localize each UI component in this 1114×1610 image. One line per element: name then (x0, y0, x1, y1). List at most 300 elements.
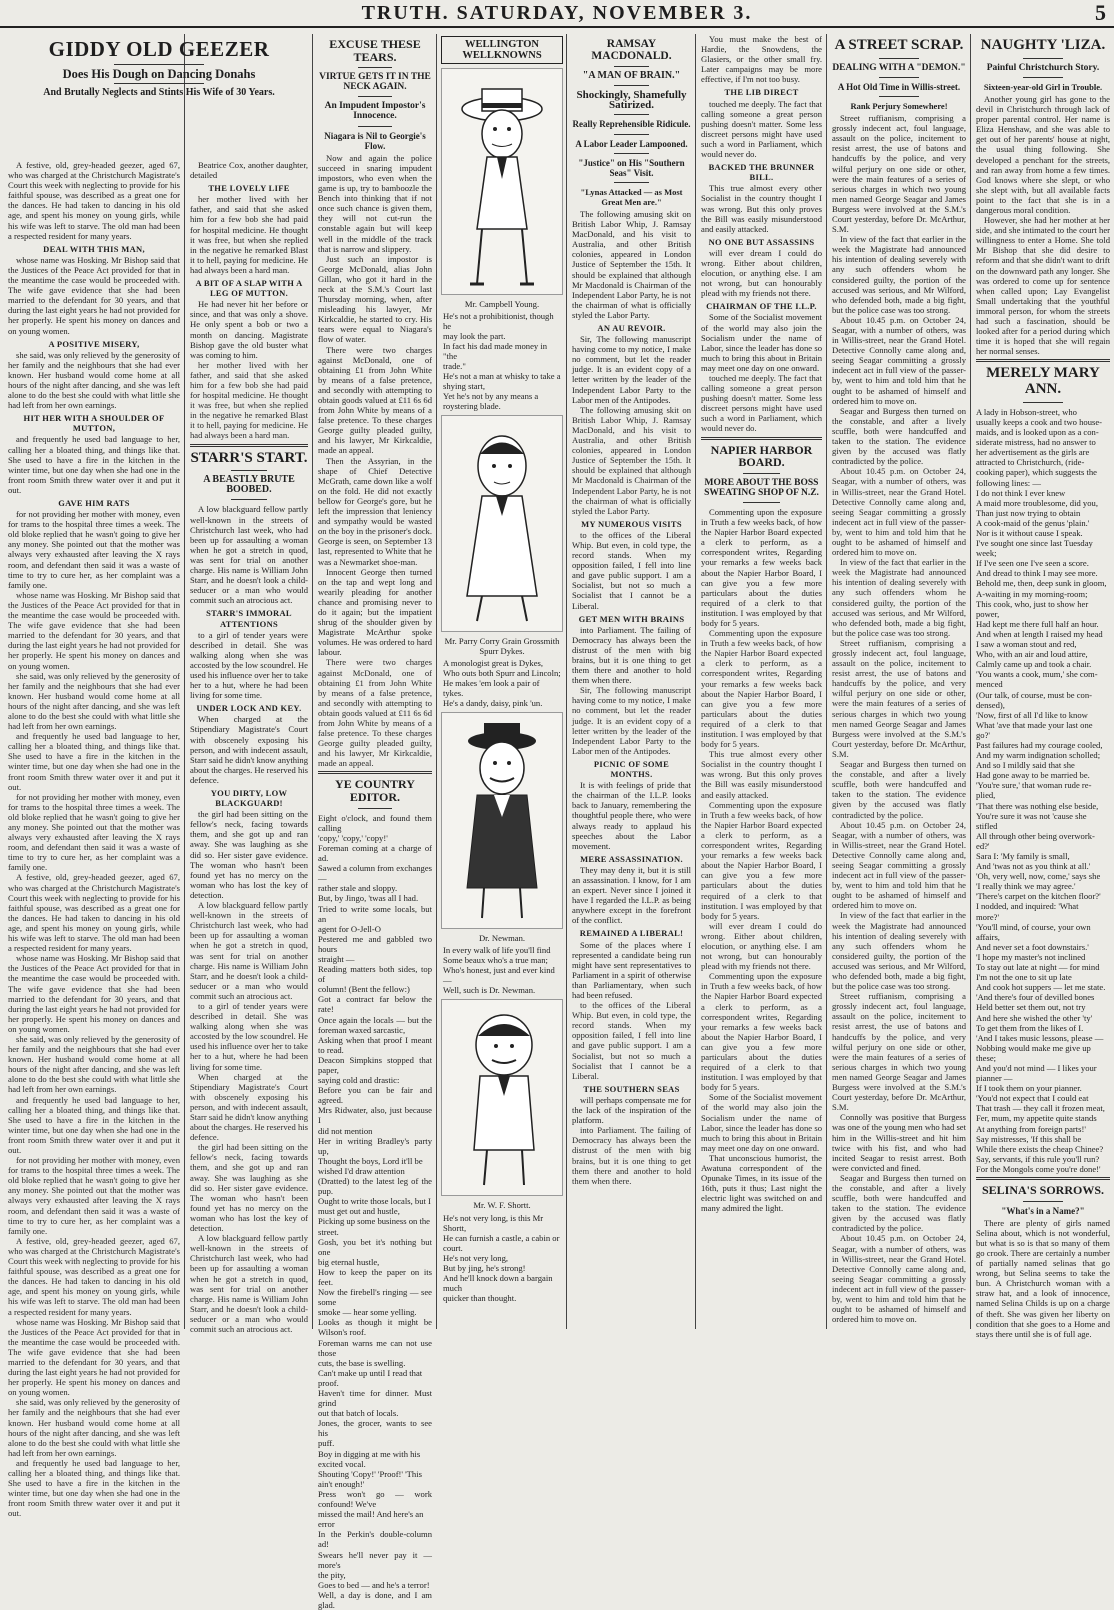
deck-labor-leader: A Labor Leader Lampooned. (575, 138, 688, 149)
subdeck-satirized: Shockingly, Shamefully Satirized. (576, 89, 687, 112)
divider (1023, 402, 1063, 403)
verse-line: And here she wished the other 'ty' (976, 1012, 1093, 1023)
verse-wf-shortt (441, 1213, 563, 1303)
paragraph: touched me deeply. The fact that calling someone a great person pushing doesn't matter. Some less discreet persons might have used such a word in Parliament, which would never do. (701, 373, 822, 434)
paragraph: will ever dream I could do wrong. Either about children, elocution, or anything else. I am not wrong, but can honourably plead with my friends not there. (701, 247, 822, 299)
verse-line: Sara I: 'My family is small, (976, 851, 1070, 861)
divider (358, 808, 392, 809)
verse-line: Than just now trying to obtain (976, 507, 1081, 518)
verse-line: While there exists the cheap Chinee? (976, 1143, 1104, 1154)
verse-line: Can't make up until I read that (318, 1367, 423, 1378)
paragraph: for not providing her mother with money, even for trams to the hospital three times a week. The old bloke replied that he wasn't going to give her any money. She pointed out that the mother was always very exhausted after leaving the X rays room, and defendant then said it was a waste of time to try to cure her, as her complaint was a family one. (8, 791, 180, 873)
verse-line: 'Now, first of all I'd like to know (976, 709, 1088, 720)
column-rule (970, 34, 971, 1329)
headline-selinas-sorrows: SELINA'S SORROWS. (981, 1183, 1105, 1197)
subhead-immoral-attentions: STARR'S IMMORAL ATTENTIONS (206, 608, 292, 629)
verse-line: If I took them on your pianner. (976, 1083, 1082, 1094)
verse-line: Picking up some business on the (318, 1216, 430, 1227)
paragraph: However, she had her mother at her side, and she intimated to the court her willingness to enter a Home. She told Mr Bishop that she did desire to reform and that she didn't want to drift on the downward path any longer. She was ordered to come up for sentence when called upon; Lay Evangelist Small undertaking that the youthful immoral person, for whom the streets had such a fascination, should be looked after for a period during which time it is hoped that she will regain her normal senses. (976, 215, 1110, 357)
headline-napier-harbor: NAPIER HARBOR BOARD. (710, 442, 813, 470)
verse-line: Behold me, then, deep sunk in gloom, (976, 578, 1107, 589)
paragraph: A festive, old, grey-headed geezer, aged 67, who was charged at the Christchurch Magistrate's Court this week with neglecting to provide for his faithful spouse, was described as a great one for the dances. He had taken to dancing in his old age, and spent his money on young girls, while his wife was left to starve. The old man had been a respected resident for many years. (8, 1235, 180, 1317)
verse-dr-newman (441, 945, 563, 995)
verse-line: To stay out late at night — for mind (976, 962, 1100, 973)
verse-line: For the Mongols come you're done!' (976, 1163, 1101, 1174)
paragraph: About 10.45 p.m. on October 24, Seagar, with a number of others, was in Willis-street, near the Grand Hotel. Detective Connolly came along and, seeing Seagar committing a grossly indecent act in full view of the passer-by, went to him and told him that he ought to be ashamed of himself and ordered him to move on. (832, 466, 966, 558)
deck-sweating-shop: MORE ABOUT THE BOSS SWEATING SHOP OF N.Z. (704, 477, 819, 498)
column-8 (972, 34, 1114, 1339)
verse-line: ain't enough!' (318, 1478, 365, 1489)
verse-line: If I've seen one I've seen a score. (976, 558, 1089, 569)
verse-line: He can furnish a castle, a cabin or (443, 1232, 560, 1243)
paragraph: her mother lived with her father, and said that she asked him for a few bob she had paid for hospital medicine. He thought it was free, but when she replied in the negative he remarked Blast it to hell, paying for medicine. He had always been a hard man. (190, 359, 308, 441)
divider (879, 77, 919, 78)
verse-line: 'And I takes music lessons, please — (976, 1032, 1104, 1043)
verse-line: 'I really think we may agree.' (976, 881, 1076, 892)
verse-line: He makes 'em look a pair of tykes. (443, 678, 540, 699)
masthead-title: TRUTH. SATURDAY, NOVEMBER 3. (361, 2, 753, 24)
verse-line: court. (443, 1242, 463, 1253)
verse-line: saying cold and drastic: (318, 1075, 400, 1086)
column-rule (566, 34, 567, 1329)
column-rule (312, 34, 313, 1329)
verse-line: And cook hot suppers — let me state. (976, 982, 1106, 993)
headline-naughty-liza: NAUGHTY 'LIZA. (980, 37, 1106, 53)
verse-line: Tried to write some locals, but an (318, 903, 432, 924)
paragraph: Then the Assyrian, in the shape of Chief Detective McGrath, came down like a wolf on the fold. He did not exactly bellow for George's gore, but he left the impression that leniency and sympathy would be wasted on the boy in the prisoner's dock. George is seen, on September 13 last, represented to White that he was a Newmarket shoe-man. (318, 455, 432, 567)
subhead-men-with-brains: GET MEN WITH BRAINS (578, 613, 685, 624)
verse-line: agent for O-Jell-O (318, 923, 381, 934)
paragraph: to the offices of the Liberal Whip. But even, in cold type, the record stands. When my opposition failed, I fell into line and gave public support. I am a Socialist, but not so much a Socialist that I cannot be a Liberal. (572, 529, 691, 611)
verse-line: A maid more troublesome, did you, (976, 497, 1098, 508)
verse-line: I do not think I ever knew (976, 487, 1066, 498)
verse-line: Who outs both Spurr and Lincoln; (443, 668, 561, 679)
deck-niagara: Niagara is Nil to Georgie's Flow. (324, 130, 426, 151)
paragraph: into Parliament. The failing of Democracy has always been the distrust of the men with big brains, but it is one thing to get them there and another to hold them when there. (572, 624, 691, 686)
verse-line: (Dratted) to the latest leg of the pup. (318, 1176, 432, 1197)
subhead-lovely-life: THE LOVELY LIFE (208, 183, 290, 194)
paragraph: There were two charges against McDonald, one of obtaining £1 from John White by means of a false pretence, and secondly with attempting to obtain goods valued at £11 6s 6d from John White by means of a false pretence. To these charges George guilty pleaded guilty, and his lawyer, Mr Kirkcaldie, made an appeal. (318, 657, 432, 769)
divider (1023, 58, 1063, 59)
verse-line: I've sought one since last Tuesday (976, 538, 1093, 549)
verse-line: Held better set them out, not try (976, 1002, 1086, 1013)
verse-line: And dread to think I may see more. (976, 568, 1098, 579)
paragraph: A low blackguard fellow partly well-known in the streets of Christchurch last week, who had been up for assaulting a woman when he got a stretch in quod, was sent for trial on another charge. His name is William John Starr, and he doesn't look a child-seducer or a man who would commit such an atrocious act. (190, 900, 308, 1001)
verse-line: And so I mildly said that she (976, 760, 1075, 771)
verse-line: Looks as though it might be Wilson's roof. (318, 1317, 432, 1338)
paragraph: and frequently he used bad language to her, calling her a bloated thing, and things like that. She used to have a fire in the kitchen in the winter time, but one day when she had one in the front room Smith threw water over it and put it out. (8, 731, 180, 792)
verse-line: Her in writing Bradley's party up, (318, 1135, 432, 1156)
verse-parry-dykes (441, 658, 563, 708)
verse-line: menced (976, 679, 1003, 690)
verse-line: In the Perkin's double-column ad! (318, 1529, 432, 1550)
paragraph: Commenting upon the exposure in Truth a few weeks back, of how the Napier Harbor Board expected a clerk to perform, as a correspondent writes, Regarding your remarks a few weeks back about the Napier Harbor Board, I can give you a few more particulars about the duties required of a clerk to that institution. I was employed by that body for 5 years. (701, 628, 822, 750)
verse-line: Nor is it without cause I speak. (976, 528, 1083, 538)
subhead-brunner-bill: BACKED THE BRUNNER BILL. (708, 162, 815, 183)
verse-line: He's not a prohibitionist, though he (443, 311, 554, 332)
divider (743, 473, 779, 474)
paragraph: Seagar and Burgess then turned on the constable, and after a lively scuffle, both were handcuffed and taken to the station. The evidence given by the accused was flatly contradicted by the police. (832, 405, 966, 467)
verse-line: Past failures had my courage cooled, (976, 739, 1103, 750)
paragraph: will perhaps compensate me for the lack of the inspiration of the platform. (572, 1094, 691, 1126)
subhead-positive-misery: A POSITIVE MISERY, (48, 338, 140, 349)
verse-line: following lines: — (976, 477, 1041, 488)
verse-line: Some beaux who's a true man; (443, 955, 548, 966)
paragraph: This true almost every other Socialist in the country thought I was wrong. But this only proves the Bill was easily misunderstood and easily attacked. (701, 749, 822, 800)
verse-line: pianner — (976, 1073, 1013, 1084)
column-rule (695, 34, 696, 1329)
verse-line: Had kept me there full half an hour. (976, 618, 1099, 629)
verse-line: affairs, (976, 931, 1000, 942)
paragraph: Sir, The following manuscript having come to my notice, I make no comment, but let the reader judge. It is an evident copy of a letter written by the leader of the Independent Labor Party to the Labor men of the Antipodes. (572, 334, 691, 405)
caricature-parry-dykes (441, 415, 563, 632)
verse-line: Foreman coming at a charge of ad. (318, 842, 432, 864)
divider (231, 470, 266, 471)
divider (614, 114, 650, 115)
verse-line: 'copy,' 'copy,' 'copy!' (318, 832, 388, 843)
verse-line: proof. (318, 1377, 339, 1388)
verse-line: And my warm indignation scholled; (976, 750, 1101, 761)
divider (190, 444, 308, 447)
divider (976, 359, 1110, 362)
verse-line: I nodded, and inquired: 'What (976, 901, 1079, 912)
deck-virtue: VIRTUE GETS IT IN THE NECK AGAIN. (319, 72, 431, 93)
paragraph: to a girl of tender years were described in detail. She was walking along when she was accosted by the low scoundrel. He used his influence over her to take her to a hut, where he had been living for some time. (190, 1000, 308, 1072)
verse-line: 'And there's four of devilled bones (976, 992, 1095, 1003)
verse-line: (Our talk, of course, must be con- (976, 689, 1092, 700)
paragraph: to a girl of tender years were described in detail. She was walking along when she was accosted by the low scoundrel. He used his influence over her to take her to a hut, where he had been living for some time. (190, 629, 308, 701)
paragraph: Street ruffianism, comprising a grossly indecent act, foul language, assault on the police, incitement to resist arrest, the use of batons and handcuffs by the police, and very wilful perjury on one side or other, were the main features of a series of serious charges in which two young men named George Seagar and James Burgess were involved at the S.M.'s Court yesterday, before Dr. McArthur, S.M. (832, 637, 966, 759)
paragraph: whose name was Hosking. Mr Bishop said that the Justices of the Peace Act provided for that in the meantime the case would be proceeded with. The wife gave evidence that she had been married to the defendant for 30 years, and that during the last eight years he had not provided for her properly. He spent his money on dances and on young women. (8, 254, 180, 336)
paragraph: whose name was Hosking. Mr Bishop said that the Justices of the Peace Act provided for that in the meantime the case would be proceeded with. The wife gave evidence that she had been married to the defendant for 30 years, and that during the last eight years he had not provided for her properly. He spent his money on dances and on young women. (8, 953, 180, 1034)
caricature-campbell-young (441, 68, 563, 295)
verse-line: I saw a woman stout and red, (976, 639, 1077, 650)
paragraph: They may deny it, but it is still an assassination. I know, for I am an expert. Never since I joined it have I regarded the I.L.P. as being anywhere except in the forefront of the conflict. (572, 864, 691, 926)
verse-line: He's not very long, is this Mr Shortt, (443, 1212, 544, 1233)
deck-dancing-donahs: Does His Dough on Dancing Donahs (62, 67, 256, 82)
paragraph: Connolly was positive that Burgess was one of the young men who had set him in the Willis-street and hit him twice with his fist, and who had incited Seagar to resist arrest. Both were convicted and fined. (832, 1112, 966, 1173)
paragraph: Just such an impostor is George McDonald, alias John Gillan, who got it hard in the neck at the S.M.'s Court last Thursday morning, when, after misleading his lawyer, Mr Kirkcaldie, he started to cry. His tears were equal to Niagara's flow of water. (318, 253, 432, 345)
column-rule (826, 34, 827, 1329)
verse-line: week; (976, 548, 997, 559)
paragraph: whose name was Hosking. Mr Bishop said that the Justices of the Peace Act provided for that in the meantime the case would be proceeded with. The wife gave evidence that she had been married to the defendant for 30 years, and that during the last eight years he had not provided for her properly. He spent his money on dances and on young women. (8, 589, 180, 671)
subdeck-sixteen-year-old: Sixteen-year-old Girl in Trouble. (983, 81, 1103, 92)
verse-line: wished I'd draw attention (318, 1165, 405, 1176)
caption-wf-shortt: Mr. W. F. Shortt. (473, 1200, 531, 1211)
paragraph: Now and again the police succeed in snaring impudent impostors, who even when the game is up, try to bamboozle the Bench into thinking that if not once such chance is given them, they will not cut-run the constable again but will keep well in the middle of the track that is narrow and slippery. (318, 152, 432, 254)
paragraph: for not providing her mother with money, even for trams to the hospital three times a week. The old bloke replied that he wasn't going to give her any money. She pointed out that the mother was always very exhausted after leaving the X rays room, and defendant then said it was a waste of time to try to cure her, as her complaint was a family one. (8, 509, 180, 590)
paragraph: the girl had been sitting on the fellow's neck, facing towards them, and she got up and ran away. She was laughing as she did so. Her sister gave evidence. The woman who hasn't been found yet has no mercy on the woman who has lost the key of detection. (190, 809, 308, 900)
paragraph: will ever dream I could do wrong. Either about children, elocution, or anything else. I am not wrong, but can honourably plead with my friends not there. (701, 920, 822, 972)
caption-dr-newman: Dr. Newman. (478, 933, 526, 944)
verse-line: cuts, the base is swelling. (318, 1357, 406, 1368)
paragraph: the girl had been sitting on the fellow's neck, facing towards them, and she got up and ran away. She was laughing as she did so. Her sister gave evidence. The woman who hasn't been found yet has no mercy on the woman who has lost the key of detection. (190, 1142, 308, 1234)
verse-line: Boy in digging at me with his (318, 1448, 421, 1459)
headline-ramsay-macdonald: RAMSAY MACDONALD. (591, 38, 672, 63)
paragraph: Some of the places where I represented a candidate being run might have sent representatives to Parliament in a spirit of otherwise than Parliamentary, when such had been refused. (572, 939, 691, 1000)
verse-line: Shouting 'Copy!' 'Proof!' 'This (318, 1468, 422, 1479)
verse-line: roystering blade. (443, 401, 501, 412)
divider (976, 1177, 1110, 1180)
divider (879, 58, 919, 59)
paragraph: Beatrice Cox, another daughter, detailed (190, 160, 308, 181)
paragraph: whose name was Hosking. Mr Bishop said that the Justices of the Peace Act provided for that in the meantime the case would be proceeded with. The wife gave evidence that she had been married to the defendant for 30 years, and that during the last eight years he had not provided for her properly. He spent his money on dances and on young women. (8, 1316, 180, 1398)
headline-excuse-these-tears: EXCUSE THESE TEARS. (329, 37, 421, 64)
paragraph: About 10.45 p.m. on October 24, Seagar, with a number of others, was in Willis-street, near the Grand Hotel. Detective Connolly came along and, seeing Seagar committing a grossly indecent act in full view of the passer-by, went to him and told him that he ought to be ashamed of himself and ordered him to move on. (832, 819, 966, 911)
verse-line: Asking when that proof I meant to read. (318, 1034, 432, 1055)
verse-line: power, (976, 608, 1000, 619)
divider (879, 96, 919, 97)
paragraph: A low blackguard fellow partly well-known in the streets of Christchurch last week, who had been up for assaulting a woman when he got a stretch in quod, was sent for trial on another charge. His name is William John Starr, and he doesn't look a child-seducer or a man who would commit such an atrocious act. (190, 1233, 308, 1334)
verse-line: A-waiting in my morning-room; (976, 588, 1088, 599)
paragraph: About 10.45 p.m. on October 24, Seagar, with a number of others, was in Willis-street, near the Grand Hotel. Detective Connolly came along and, seeing Seagar committing a grossly indecent act in full view of the passer-by, went to him and told him that he ought to be ashamed of himself and ordered him to move on. (832, 314, 966, 406)
divider (358, 67, 392, 68)
verse-line: column! (Bent the fellow:) (318, 984, 410, 995)
verse-line: Say, servants, if this rule you'll run? (976, 1153, 1100, 1164)
subhead-assassination: MERE ASSASSINATION. (580, 853, 683, 864)
subhead-gave-him-rats: GAVE HIM RATS (58, 498, 130, 508)
deck-christchurch-story: Painful Christchurch Story. (986, 62, 1100, 73)
verse-line: Got a contract far below the rate! (318, 994, 432, 1015)
paragraph: The following amusing skit on British Labor Whip, J. Ramsay MacDonald, and his visit to Australia, and other British colonies, appeared in London Justice of September the 15th. It should be explained that although Mr Macdonald is Chairman of the Independent Labor Party, he is not the chairman of what is officially styled the Labor Party. (572, 404, 691, 516)
headline-starrs-start: STARR'S START. (190, 449, 308, 466)
divider (358, 126, 392, 127)
verse-line: Mrs Ridwater, also, just because I (318, 1105, 432, 1126)
verse-line: I'm not the one to sit up late (976, 972, 1072, 983)
subhead-leg-of-mutton: A BIT OF A SLAP WITH A LEG OF MUTTON. (195, 278, 303, 299)
verse-line: Pestered me and gabbled two hours (318, 933, 432, 954)
verse-line: rather stale and sloppy. (318, 883, 398, 894)
subhead-deal-with-this-man: DEAL WITH THIS MAN, (43, 243, 145, 254)
verse-line: In fact his dad made money in "the (443, 341, 548, 362)
verse-line: shying start, (443, 381, 486, 392)
verse-line: Reading matters both sides, top of (318, 964, 432, 985)
verse-line: And he'll knock down a bargain much (443, 1272, 553, 1293)
verse-line: He's not very long, (443, 1252, 509, 1263)
paragraph: Seagar and Burgess then turned on the constable, and after a lively scuffle, both were handcuffed and taken to the station. The evidence given by the accused was flatly contradicted by the police. (832, 1172, 966, 1234)
column-1 (4, 160, 184, 1519)
verse-line: Say mistresses, 'If this shall be (976, 1133, 1082, 1144)
verse-line: 'You'd not expect that I could eat (976, 1093, 1089, 1104)
verse-line: 'There's carpet on the kitchen floor?' (976, 891, 1101, 902)
paragraph: and frequently he used bad language to her, calling her a bloated thing, and things like that. She used to have a fire in the kitchen in the winter time, but one day when she had one in the front room Smith threw water over it and put it out. (8, 434, 180, 495)
headline-merely-mary-ann: MERELY MARY ANN. (986, 365, 1100, 398)
subhead-assassins: NO ONE BUT ASSASSINS (708, 236, 815, 247)
verse-line: Jones, the grocer, wants to see his (318, 1418, 432, 1439)
paragraph: and frequently he used bad language to her, calling her a bloated thing, and things like that. She used to have a fire in the kitchen in the winter time, but one day when she had one in the front room Smith threw water over it and put it out. (8, 1457, 180, 1519)
verse-line: And 'twas not as you think at all.' (976, 861, 1091, 872)
paragraph: The following amusing skit on British Labor Whip, J. Ramsay MacDonald, and his visit to Australia, and other British colonies, appeared in London Justice of September the 15th. It should be explained that although Mr Macdonald is Chairman of the Independent Labor Party, he is not the chairman of what is officially styled the Labor Party. (572, 208, 691, 320)
verse-line: At anything from foreign parts!' (976, 1123, 1086, 1134)
verse-line: Press won't go — work confound! We've (318, 1488, 432, 1510)
paragraph: Some of the Socialist movement of the world may also join the Socialism under the name of Labor, since the leader has done so much to bring this about in Britain may meet one day on one onward. (701, 1092, 822, 1153)
headline-wellington-wellknowns: WELLINGTON WELLKNOWNS (441, 36, 563, 64)
column-3 (314, 34, 436, 1610)
column-7 (828, 34, 970, 1329)
verse-line: maids, and is looked upon as a con- (976, 427, 1099, 438)
verse-line: excited vocal. (318, 1458, 366, 1469)
paragraph: You must make the best of Hardie, the Snowdens, the Glasiers, or the other small fry. Later campaigns may be more effective, if I'm not too busy. (701, 34, 822, 85)
verse-line: And never set a foot downstairs.' (976, 941, 1089, 952)
deck-lynas: "Lynas Attacked — as Most Great Men are." (580, 186, 683, 207)
verse-line: attracted to Christchurch, (ride- (976, 457, 1085, 468)
verse-line: And you'd not mind — I likes your (976, 1062, 1097, 1073)
verse-line: Calmly came up and took a chair. (976, 659, 1092, 670)
paragraph: she said, was only relieved by the generosity of her family and the neighbours that she had ever known. Her husband would come home at all hours of the night after dancing, and she was left alone to do the best she could with what little she had left from her own earnings. (8, 670, 180, 732)
verse-line: Deacon Simpkins stopped that paper, (318, 1054, 432, 1075)
verse-line: ed?' (976, 840, 990, 851)
paragraph: Commenting upon the exposure in Truth a few weeks back, of how the Napier Harbor Board expected a clerk to perform, as a correspondent writes, Regarding your remarks a few weeks back about the Napier Harbor Board, I can give you a few more particulars about the duties required of a clerk to that institution. I was employed by that body for 5 years. (701, 971, 822, 1093)
divider (1023, 1201, 1063, 1202)
paragraph: About 10.45 p.m. on October 24, Seagar, with a number of others, was in Willis-street, near the Grand Hotel. Detective Connolly came along and, seeing Seagar committing a grossly indecent act in full view of the passer-by, went to him and told him that he ought to be ashamed of himself and ordered him to move on. (832, 1233, 966, 1325)
paragraph: she said, was only relieved by the generosity of her family and the neighbours that she had ever known. Her husband would come home at all hours of the night after dancing, and she was left alone to do the best she could with what little she had left from her own earnings. (8, 349, 180, 411)
verse-line: smoke — hear some yelling. (318, 1307, 417, 1318)
column-5 (568, 34, 695, 1329)
deck-demon: DEALING WITH A "DEMON." (832, 62, 966, 73)
paragraph: Sir, The following manuscript having come to my notice, I make no comment, but let the reader judge. It is an evident copy of a letter written by the leader of the Independent Labor Party to the Labor men of the Antipodes. (572, 685, 691, 756)
column-rule (436, 34, 437, 1329)
subhead-southern-seas: THE SOUTHERN SEAS (583, 1083, 680, 1094)
headline-country-editor: YE COUNTRY EDITOR. (335, 777, 415, 805)
divider (114, 83, 205, 84)
verse-line: Goes to bed — and he's a terror! (318, 1579, 430, 1590)
verse-line: quicker than thought. (443, 1292, 517, 1303)
subhead-numerous-visits: MY NUMEROUS VISITS (581, 518, 682, 529)
verse-line: Ought to write those locals, but I (318, 1196, 431, 1207)
column-rule (184, 34, 185, 1329)
verse-line: 'That there was nothing else beside, (976, 800, 1099, 811)
verse-line: In every walk of life you'll find (443, 945, 551, 956)
paragraph: for not providing her mother with money, even for trams to the hospital three times a week. The old bloke replied that he wasn't going to give her any money. She pointed out that the mother was always very exhausted after leaving the X rays room, and defendant then said it was a waste of time to try to cure her, as her complaint was a family one. (8, 1155, 180, 1236)
verse-line: But, by Jingo, 'twas all I had. (318, 893, 419, 904)
subdeck-neglects-wife: And Brutally Neglects and Stints His Wife of 30 Years. (43, 87, 275, 99)
verse-line: stifled (976, 820, 998, 831)
verse-line: missed the mail! And here's an (318, 1509, 424, 1520)
verse-line: siderate mistress, had no answer to (976, 437, 1096, 448)
divider (114, 64, 205, 65)
paragraph: When charged at the Stipendiary Magistrate's Court with obscenely exposing his person, and with indecent assault, Starr said he didn't know anything about the charges. He reserved his defence. (190, 714, 308, 785)
verse-line: 'I hope my master's not inclined (976, 951, 1086, 962)
caricature-wf-shortt (441, 999, 563, 1196)
deck-justice: "Justice" on His "Southern Seas" Visit. (578, 157, 685, 178)
verse-line: How to keep the paper on its feet. (318, 1266, 432, 1287)
paragraph: Another young girl has gone to the devil in Christchurch through lack of proper parental control. Her name is Eliza Henshaw, and she was able to get out of her parents' house at night, the usual thing following. She developed a penchant for the streets, and ran away from home a few times. God knows where she slept, or who she slept with, but all available facts point to the fact that she is in a dangerous moral condition. (976, 93, 1110, 215)
paragraph: In view of the fact that earlier in the week the Magistrate had announced his intention of dealing severely with any such offenders whom he considered guilty, the portion of the accused was serious, and Mr Wilford, who defended both, made a big fight, but the police case was too strong. (832, 910, 966, 992)
caricature-dr-newman (441, 712, 563, 929)
paragraph: Commenting upon the exposure in Truth a few weeks back, of how the Napier Harbor Board expected a clerk to perform, as a correspondent writes, Regarding your remarks a few weeks back about the Napier Harbor Board, I can give you a few more particulars about the duties required of a clerk to that institution. I was employed by that body for 5 years. (701, 799, 822, 921)
verse-line: trade." (443, 361, 466, 372)
verse-line: A cook-maid of the genus 'plain.' (976, 517, 1090, 528)
verse-line: A lady in Hobson-street, who (976, 406, 1077, 417)
verse-line: A monologist great is Dykes, (443, 658, 544, 669)
divider (614, 85, 650, 86)
subhead-picnic: PICNIC OF SOME MONTHS. (593, 758, 670, 780)
subdeck-impostor: An Impudent Impostor's Innocence. (324, 101, 426, 122)
verse-line: did not mention (318, 1125, 373, 1136)
caption-campbell-young: Mr. Campbell Young. (464, 299, 540, 310)
verse-line: Nobbing would make me give up (976, 1042, 1091, 1053)
headline-street-scrap: A STREET SCRAP. (834, 37, 964, 53)
verse-line: street. (318, 1226, 339, 1237)
divider (358, 96, 392, 97)
divider (743, 502, 779, 503)
column-2 (186, 160, 312, 1334)
verse-line: Who's honest, just and ever kind — (443, 965, 555, 986)
deck-beastly-brute: A BEASTLY BRUTE BOOBED. (203, 474, 295, 496)
divider (231, 499, 266, 500)
divider (318, 771, 432, 774)
verse-line: You're sure it was not 'cause she (976, 810, 1087, 821)
verse-line: Eight o'clock, and found them calling (318, 812, 432, 833)
verse-line: Haven't time for dinner. Must grind (318, 1388, 432, 1409)
verse-line: And when at length I raised my head (976, 628, 1103, 639)
paragraph: This true almost every other Socialist in the country thought I was wrong. But this only proves the Bill was easily misunderstood and easily attacked. (701, 183, 822, 234)
poem-mary-ann (976, 407, 1110, 1174)
paragraph: A low blackguard fellow partly well-known in the streets of Christchurch last week, who had been up for assaulting a woman when he got a stretch in quod, was sent for trial on another charge. His name is William John Starr, and he doesn't look a child-seducer or a man who would commit such an atrocious act. (190, 504, 308, 606)
paragraph: into Parliament. The failing of Democracy has always been the distrust of the men with big brains, but it is one thing to get them there and another to hold them when there. (572, 1125, 691, 1186)
verse-line: 'Oh, very well, now, come,' says she (976, 871, 1101, 882)
paragraph: Commenting upon the exposure in Truth a few weeks back, of how the Napier Harbor Board expected a clerk to perform, as a correspondent writes, Regarding your remarks a few weeks back about the Napier Harbor Board, I can give you a few more particulars about the duties required of a clerk to that institution. I was employed by that body for 5 years. (701, 506, 822, 628)
paragraph: her mother lived with her father, and said that she asked him for a few bob she had paid for hospital medicine. He thought it was free, but when she replied in the negative he remarked Blast it to hell, paying for medicine. He had always been a hard man. (190, 194, 308, 275)
deck-man-of-brain: "A MAN OF BRAIN." (582, 70, 681, 82)
paragraph: Street ruffianism, comprising a grossly indecent act, foul language, assault on the police, incitement to resist arrest, the use of batons and handcuffs by the police, and very wilful perjury on one side or other, were the main features of a series of serious charges in which two young men named George Seagar and James Burgess were involved at the S.M.'s Court yesterday, before Dr. McArthur, S.M. (832, 991, 966, 1113)
verse-line: He's not a man at whisky to take a (443, 371, 561, 382)
verse-line: Sawed a column from exchanges — (318, 863, 432, 884)
paragraph: and frequently he used bad language to her, calling her a bloated thing, and things like that. She used to have a fire in the kitchen in the winter time, but one day when she had one in the front room Smith threw water over it and put it out. (8, 1094, 180, 1155)
paragraph: Innocent George then turned on the tap and wept long and wearily pleading for another chance and promising never to do it again; but the impatient shrug of the shoulder given by Magistrate McArthur spoke volumes. He was ordered to hard labour. (318, 566, 432, 658)
paragraph: There are plenty of girls named Selina about, which is not wonderful, but what is so is that so many of them go crook. There are certainly a number of partially named selinas that go wrong, but Selina seems to take the bun. A Christchurch woman with a straw hat, and a look of innocence, named Selina Childs is up on a charge of theft. She was given her liberty on condition that she goes to a Home and stays there until she is of full age. (976, 1217, 1110, 1339)
deck-ridicule: Really Reprehensible Ridicule. (572, 119, 691, 130)
verse-line: 'You'll mind, of course, your own (976, 921, 1091, 932)
verse-line: Had gone away to be married be. (976, 770, 1090, 781)
paragraph: she said, was only relieved by the generosity of her family and the neighbours that she had ever known. Her husband would come home at all hours of the night after dancing, and she was left alone to do the best she could with what little she had left from her own earnings. (8, 1397, 180, 1458)
verse-line: All through other being overwork- (976, 830, 1095, 841)
verse-line: cooking paper), which suggests the (976, 467, 1098, 478)
paragraph: In view of the fact that earlier in the week the Magistrate had announced his intention of dealing severely with any such offenders whom he considered guilty, the portion of the accused was serious, and Mr Wilford, who defended both, made a big fight, but the police case was too strong. (832, 557, 966, 638)
subdeck-willis-street: A Hot Old Time in Willis-street. (837, 81, 961, 92)
verse-line: But by jing, he's strong! (443, 1262, 526, 1273)
verse-line: these; (976, 1052, 997, 1063)
verse-line: may look the part. (443, 331, 506, 342)
lead-paragraph: A festive, old, grey-headed geezer, aged 67, who was charged at the Christchurch Magistrate's Court this week with neglecting to provide for his faithful spouse, was described as a great one for the dances. He had taken to dancing in his old age, and spent his money on young girls, while his wife was left to starve. The old man had been a respected resident for many years. (8, 160, 180, 241)
subhead-au-revoir: AN AU REVOIR. (597, 323, 666, 333)
deck-perjury: Rank Perjury Somewhere! (850, 100, 948, 111)
verse-line: usually keeps a cook and two house- (976, 416, 1103, 427)
verse-campbell-young (441, 311, 563, 411)
verse-line: He's a dandy, daisy, pink 'un. (443, 698, 543, 709)
verse-line: plied, (976, 790, 996, 801)
paragraph: When charged at the Stipendiary Magistrate's Court with obscenely exposing his person, and with indecent assault, Starr said he didn't know anything about the charges. He reserved his defence. (190, 1071, 308, 1143)
verse-line: Foreman warns me can not use those (318, 1337, 432, 1358)
divider (614, 134, 650, 135)
verse-line: What 'ave that made your last one (976, 719, 1093, 730)
paragraph: Some of the Socialist movement of the world may also join the Socialism under the name of Labor, since the leader has done so much to bring this about in Britain may meet one day on one onward. (701, 312, 822, 373)
verse-line: out that batch of locals. (318, 1408, 399, 1419)
verse-line: That trash — they call it frozen meat, (976, 1103, 1105, 1114)
caption-parry-dykes: Mr. Parry Corry Grain Grossmith Spurr Dykes. (444, 636, 560, 657)
verse-line: Swears he'll never pay it — more's (318, 1549, 432, 1570)
headline-giddy-old-geezer: GIDDY OLD GEEZER (48, 37, 270, 61)
verse-line: must get out and hustle, (318, 1206, 400, 1217)
divider (614, 153, 650, 154)
verse-line: her advertisement as the girls are (976, 447, 1090, 458)
paragraph: to the offices of the Liberal Whip. But even, in cold type, the record stands. When my opposition failed, I fell into line and gave public support. I am a Socialist, but not so much a Socialist that I cannot be a Liberal. (572, 1000, 691, 1081)
masthead (0, 0, 1114, 28)
paragraph: Street ruffianism, comprising a grossly indecent act, foul language, assault on the police, incitement to resist arrest, the use of batons and handcuffs by the police, and very wilful perjury on one side or other, were the main features of a series of serious charges in which two young men named George Seagar and James Burgess were involved at the S.M.'s Court yesterday, before Dr. McArthur, S.M. (832, 113, 966, 235)
subhead-shoulder-of-mutton: HIT HER WITH A SHOULDER OF MUTTON, (23, 413, 165, 434)
subhead-liberal: REMAINED A LIBERAL! (579, 928, 684, 939)
divider (614, 182, 650, 183)
